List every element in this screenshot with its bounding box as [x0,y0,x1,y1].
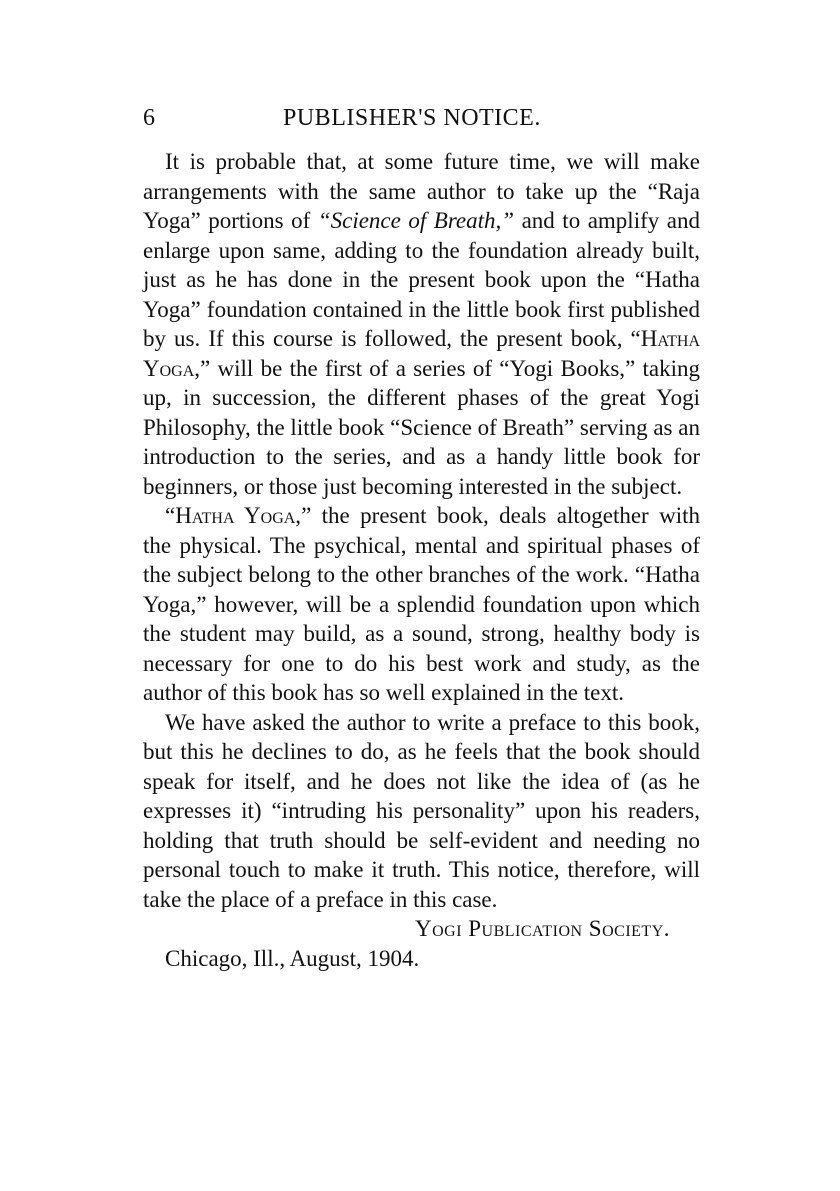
paragraph-2 [143,501,700,708]
paragraph-3-text: We have asked the author to write a preface to this book, but this he declines to do, as he feels that the book should speak for itself, and he does not like the idea of (as he expresses it) “intruding his personality” upon his readers, holding that truth should be self-evident and needing no personal touch to make it truth. This notice, therefore, will take the place of a preface in this case. [143,709,700,912]
paragraph-1-text-a: It is probable that, at some future time, we will make arrangements with the same author to take up the “Raja Yoga” portions of [143,149,700,233]
body-text [143,147,700,973]
paragraph-2-text: ” the present book, deals altogether with the physical. The psychical, mental and spiritual phases of the subject belong to the other branches of the work. “Hatha Yoga,” however, will be a splendid foundation upon which the student may build, as a sound, strong, healthy body is necessary for one to do his best work and study, as the author of this book has so well explained in the text. [143,503,700,705]
paragraph-2-open-quote: “ [165,503,176,528]
running-head [143,100,703,136]
paragraph-2-smallcaps-title: Hatha Yoga, [175,503,302,528]
page-number: 6 [143,105,155,131]
paragraph-1-smallcaps-title: Hatha Yoga, [143,326,700,381]
publisher-signature: Yogi Publication Society. [414,916,670,941]
dateline: Chicago, Ill., August, 1904. [165,945,420,971]
paragraph-1-text-c: ” will be the first of a series of “Yogi Books,” taking up, in succession, the different phases of the great Yogi Philosophy, the little book “Science of Breath” serving as an introduction to the series, and as a handy little book for beginners, or those just becoming interested in the subject. [143,355,700,499]
paragraph-3 [143,708,700,915]
paragraph-1-text-b: and to amplify and enlarge upon same, adding to the foundation already built, just as he has done in the present book upon the “Hatha Yoga” foundation contained in the little book first published by us. If this course is followed, the present book, “ [143,208,700,351]
paragraph-1-italic-title: “Science of Breath,” [317,208,515,233]
page-title: PUBLISHER'S NOTICE. [283,105,541,131]
paragraph-1 [143,147,700,501]
